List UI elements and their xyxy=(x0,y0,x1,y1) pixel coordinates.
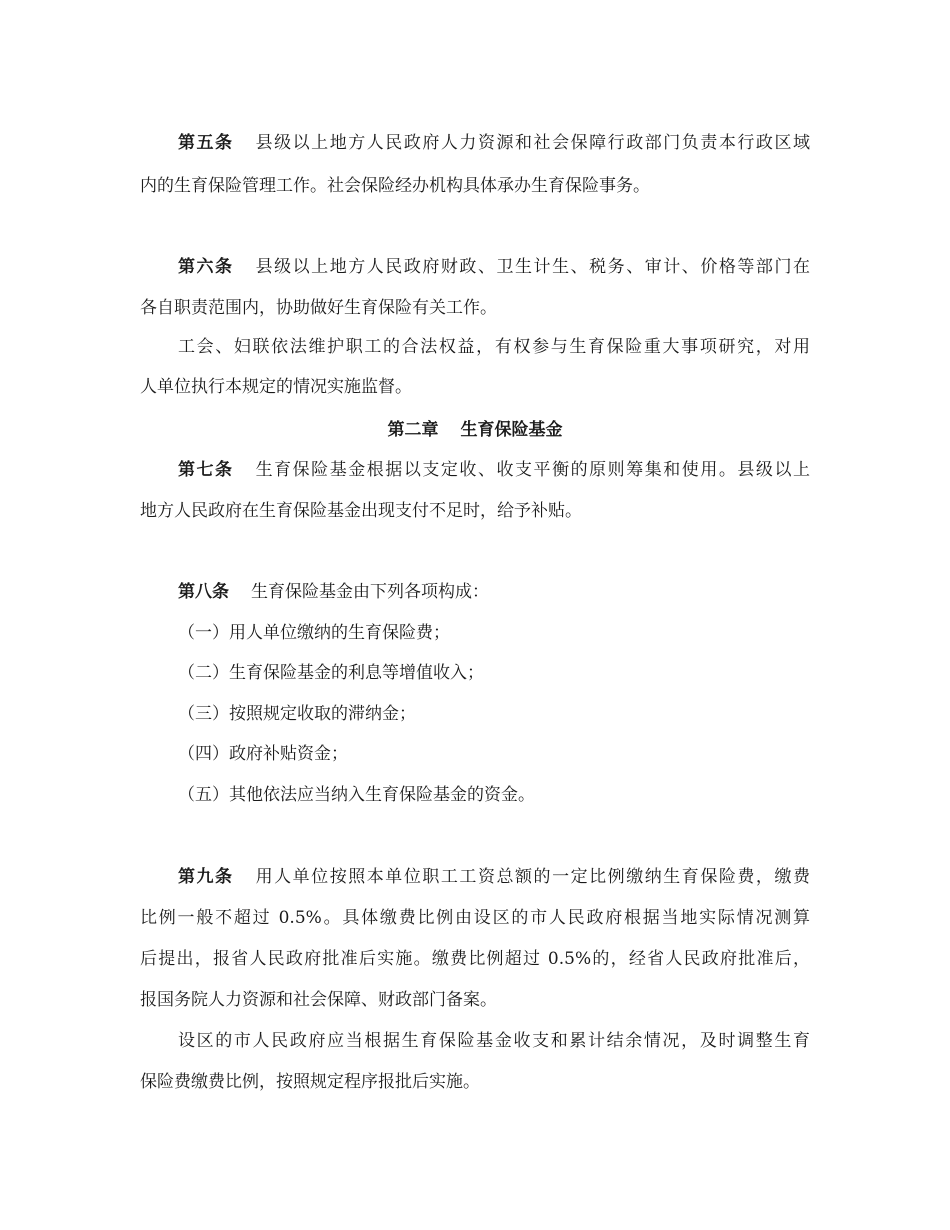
article-9-line-4: 报国务院人力资源和社会保障、财政部门备案。 xyxy=(140,990,497,1010)
article-7-text-1: 生育保险基金根据以支定收、收支平衡的原则筹集和使用。县级以上 xyxy=(255,460,810,480)
chapter-title: 生育保险基金 xyxy=(460,420,563,440)
article-8-number: 第八条 xyxy=(178,582,229,602)
article-8-item-5: （五）其他依法应当纳入生育保险基金的资金。 xyxy=(178,785,535,805)
article-9-para-2-line-1: 设区的市人民政府应当根据生育保险基金收支和累计结余情况，及时调整生育 xyxy=(178,1031,810,1051)
article-9-number: 第九条 xyxy=(178,867,234,887)
article-8-text-1: 生育保险基金由下列各项构成： xyxy=(251,582,489,602)
article-5-line-2: 内的生育保险管理工作。社会保险经办机构具体承办生育保险事务。 xyxy=(140,176,650,196)
article-6-line-2: 各自职责范围内，协助做好生育保险有关工作。 xyxy=(140,298,497,318)
article-7-line-1 xyxy=(178,453,810,487)
article-6-number: 第六条 xyxy=(178,257,234,277)
article-5-text-1: 县级以上地方人民政府人力资源和社会保障行政部门负责本行政区域 xyxy=(255,133,810,153)
article-9-line-1 xyxy=(178,860,810,894)
article-9-text-1: 用人单位按照本单位职工工资总额的一定比例缴纳生育保险费，缴费 xyxy=(255,867,810,887)
article-6-para-2-line-1: 工会、妇联依法维护职工的合法权益，有权参与生育保险重大事项研究，对用 xyxy=(178,337,810,357)
article-6-text-1: 县级以上地方人民政府财政、卫生计生、税务、审计、价格等部门在 xyxy=(255,257,810,277)
article-8-item-3: （三）按照规定收取的滞纳金； xyxy=(178,704,416,724)
article-5-line-1 xyxy=(178,126,810,160)
article-8-item-1: （一）用人单位缴纳的生育保险费； xyxy=(178,623,450,643)
article-9-line-3: 后提出，报省人民政府批准后实施。缴费比例超过 0.5%的，经省人民政府批准后， xyxy=(140,949,810,969)
article-7-line-2: 地方人民政府在生育保险基金出现支付不足时，给予补贴。 xyxy=(140,501,582,521)
article-5-number: 第五条 xyxy=(178,133,234,153)
article-8-item-4: （四）政府补贴资金； xyxy=(178,744,348,764)
article-9-line-2: 比例一般不超过 0.5%。具体缴费比例由设区的市人民政府根据当地实际情况测算 xyxy=(140,908,810,928)
article-8-line-1 xyxy=(178,575,810,609)
article-6-line-1 xyxy=(178,250,810,284)
article-7-number: 第七条 xyxy=(178,460,234,480)
chapter-heading xyxy=(140,413,810,447)
article-9-para-2-line-2: 保险费缴费比例，按照规定程序报批后实施。 xyxy=(140,1072,480,1092)
chapter-number: 第二章 xyxy=(387,420,439,440)
article-8-item-2: （二）生育保险基金的利息等增值收入； xyxy=(178,663,484,683)
article-6-para-2-line-2: 人单位执行本规定的情况实施监督。 xyxy=(140,377,412,397)
